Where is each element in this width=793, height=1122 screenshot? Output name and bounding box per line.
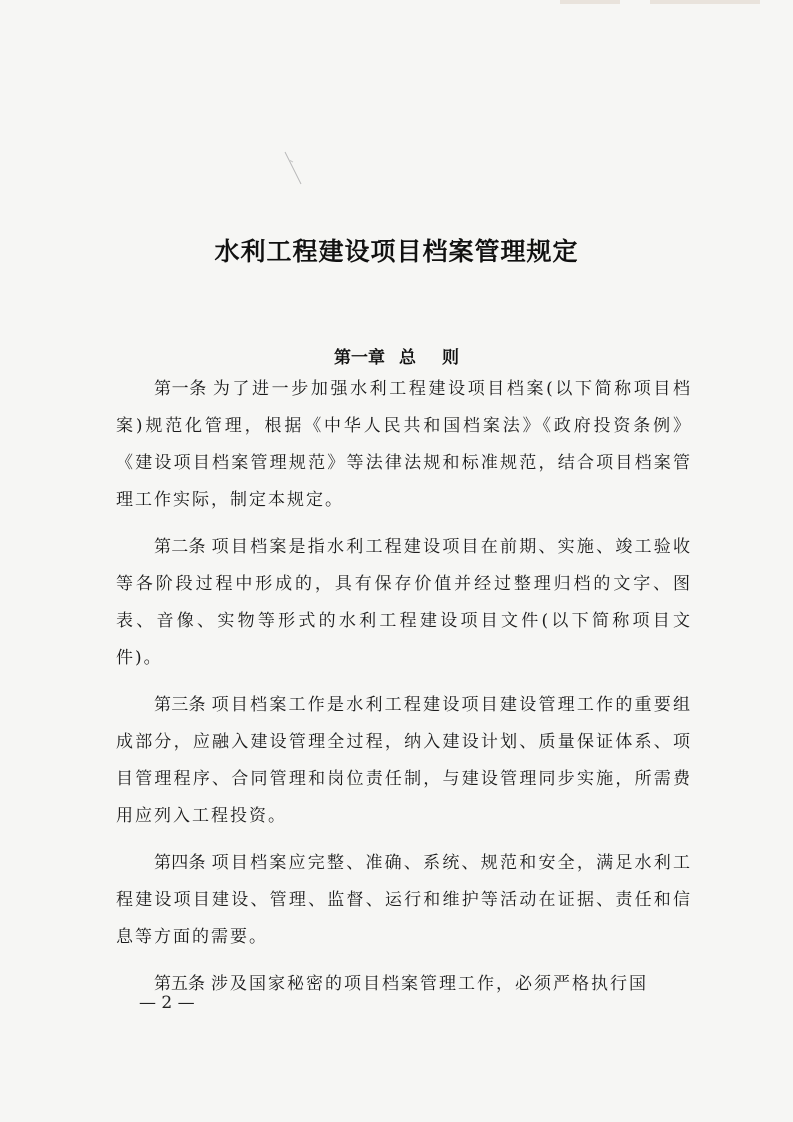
article-label: 第一条 <box>154 379 207 399</box>
body-text <box>116 371 692 1003</box>
scan-stroke-mark <box>283 150 305 190</box>
article-text: 项目档案工作是水利工程建设项目建设管理工作的重要组成部分，应融入建设管理全过程，纳入建设计划、质量保证体系、项目管理程序、合同管理和岗位责任制，与建设管理同步实施，所需费用应列入工程投资。 <box>116 695 693 826</box>
scan-edge-mark-right <box>650 0 760 4</box>
article-text: 为了进一步加强水利工程建设项目档案(以下简称项目档案)规范化管理，根据《中华人民共和国档案法》《政府投资条例》《建设项目档案管理规范》等法律法规和标准规范，结合项目档案管理工作实际，制定本规定。 <box>116 379 693 510</box>
article-label: 第四条 <box>154 853 206 873</box>
article-paragraph <box>116 687 692 835</box>
chapter-name-part2: 则 <box>442 348 459 368</box>
document-title: 水利工程建设项目档案管理规定 <box>214 237 579 266</box>
article-label: 第三条 <box>154 695 206 715</box>
article-text: 项目档案是指水利工程建设项目在前期、实施、竣工验收等各阶段过程中形成的，具有保存价值并经过整理归档的文字、图表、音像、实物等形式的水利工程建设项目文件(以下简称项目文件)。 <box>116 537 693 668</box>
page-number: — 2 — <box>139 993 195 1013</box>
article-paragraph <box>116 371 692 519</box>
article-paragraph <box>116 966 692 1003</box>
chapter-name-part1: 总 <box>399 348 416 368</box>
chapter-number: 第一章 <box>334 348 385 368</box>
article-label: 第二条 <box>154 537 206 557</box>
scan-edge-mark-left <box>560 0 620 4</box>
article-paragraph <box>116 529 692 677</box>
chapter-heading <box>0 343 793 368</box>
article-paragraph <box>116 845 692 956</box>
article-label: 第五条 <box>154 974 205 994</box>
article-text: 涉及国家秘密的项目档案管理工作，必须严格执行国 <box>211 974 648 994</box>
article-text: 项目档案应完整、准确、系统、规范和安全，满足水利工程建设项目建设、管理、监督、运行和维护等活动在证据、责任和信息等方面的需要。 <box>116 853 693 947</box>
